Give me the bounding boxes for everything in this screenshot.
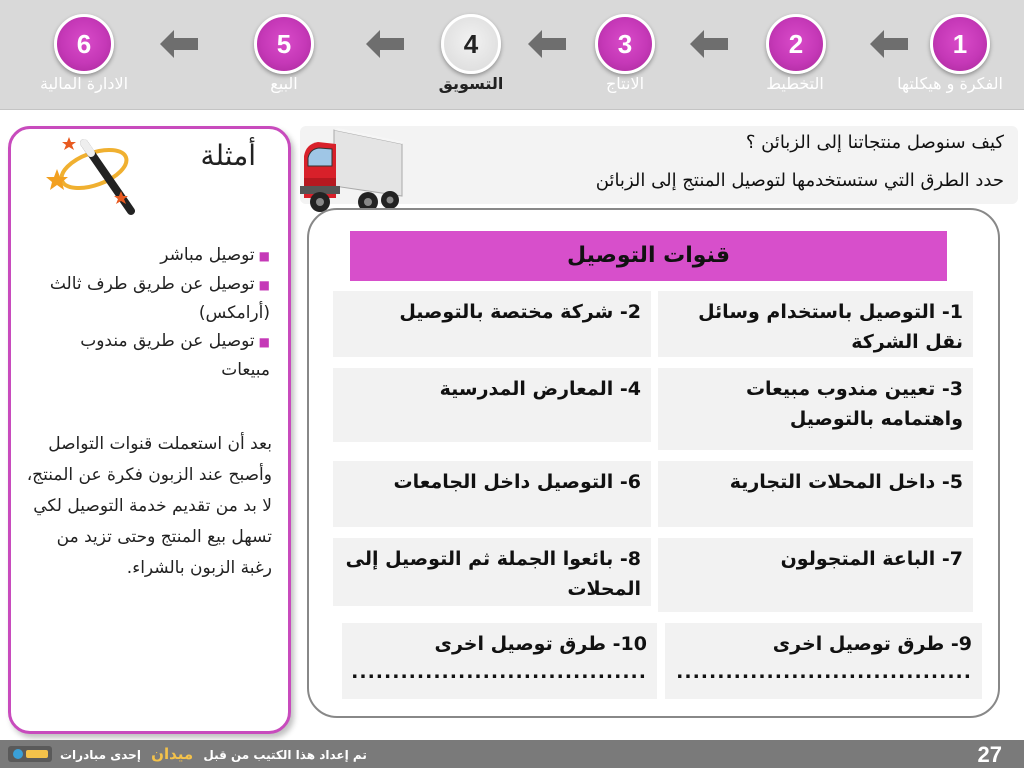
process-steps-bar [0, 0, 1024, 110]
fill-in-dots: .................................... [676, 661, 972, 683]
examples-paragraph: بعد أن استعملت قنوات التواصل وأصبح عند الزبون فكرة عن المنتج، لا بد من تقديم خدمة التوصيل لكي تسهل بيع المنتج وحتى تزيد من رغبة الزبون بالشراء. [26, 434, 272, 578]
channel-item-3: 3- تعيين مندوب مبيعات واهتمامه بالتوصيل [658, 368, 973, 450]
step-5-circle[interactable]: 5 [254, 14, 314, 74]
step-2-label[interactable]: التخطيط [766, 74, 824, 93]
step-1-label[interactable]: الفكرة و هيكلتها [897, 74, 1003, 93]
channel-item-4: 4- المعارض المدرسية [333, 368, 651, 442]
channel-item-10: 10- طرق توصيل اخرى .................................... [342, 623, 657, 699]
arrow-left-icon [690, 30, 730, 58]
arrow-left-icon [870, 30, 910, 58]
step-1-circle[interactable]: 1 [930, 14, 990, 74]
step-4-circle[interactable]: 4 [441, 14, 501, 74]
channels-title: قنوات التوصيل [350, 231, 947, 281]
step-3-label[interactable]: الانتاج [605, 74, 645, 93]
question-line-1: كيف سنوصل منتجاتنا إلى الزبائن ؟ [745, 132, 1004, 153]
brand-name: ميدان [151, 745, 194, 763]
arrow-left-icon [160, 30, 200, 58]
magic-wand-icon [39, 129, 144, 219]
delivery-truck-icon [298, 122, 406, 220]
channel-item-8: 8- بائعوا الجملة ثم التوصيل إلى المحلات [333, 538, 651, 606]
step-6-label[interactable]: الادارة المالية [39, 74, 129, 93]
square-bullet-icon: ■ [258, 335, 270, 349]
fill-in-dots: .................................... [351, 661, 647, 683]
examples-sidebar [8, 126, 291, 734]
arrow-left-icon [366, 30, 406, 58]
channel-item-6: 6- التوصيل داخل الجامعات [333, 461, 651, 527]
footer-credit: تم إعداد هذا الكتيب من قبل ميدان إحدى مبادرات [60, 745, 367, 763]
channel-item-9: 9- طرق توصيل اخرى .................................... [665, 623, 982, 699]
square-bullet-icon: ■ [258, 278, 270, 292]
channel-item-2: 2- شركة مختصة بالتوصيل [333, 291, 651, 357]
step-4-label[interactable]: التسويق [438, 74, 504, 93]
question-box [300, 126, 1018, 204]
channel-item-7: 7- الباعة المتجولون [658, 538, 973, 612]
square-bullet-icon: ■ [258, 249, 270, 263]
list-item: ■توصيل مباشر [160, 245, 270, 265]
channel-item-1: 1- التوصيل باستخدام وسائل نقل الشركة [658, 291, 973, 357]
channel-item-5: 5- داخل المحلات التجارية [658, 461, 973, 527]
arrow-left-icon [528, 30, 568, 58]
step-5-label[interactable]: البيع [270, 74, 298, 93]
step-3-circle[interactable]: 3 [595, 14, 655, 74]
step-2-circle[interactable]: 2 [766, 14, 826, 74]
footer-bar [0, 740, 1024, 768]
initiative-logo-icon [8, 744, 52, 764]
examples-title: أمثلة [200, 139, 256, 172]
list-item: ■توصيل عن طريق طرف ثالث (أرامكس) [49, 274, 270, 323]
step-6-circle[interactable]: 6 [54, 14, 114, 74]
examples-list [30, 241, 270, 384]
list-item: ■توصيل عن طريق مندوب مبيعات [80, 331, 270, 380]
page-number: 27 [977, 742, 1002, 767]
question-line-2: حدد الطرق التي ستستخدمها لتوصيل المنتج إلى الزبائن [595, 170, 1004, 191]
